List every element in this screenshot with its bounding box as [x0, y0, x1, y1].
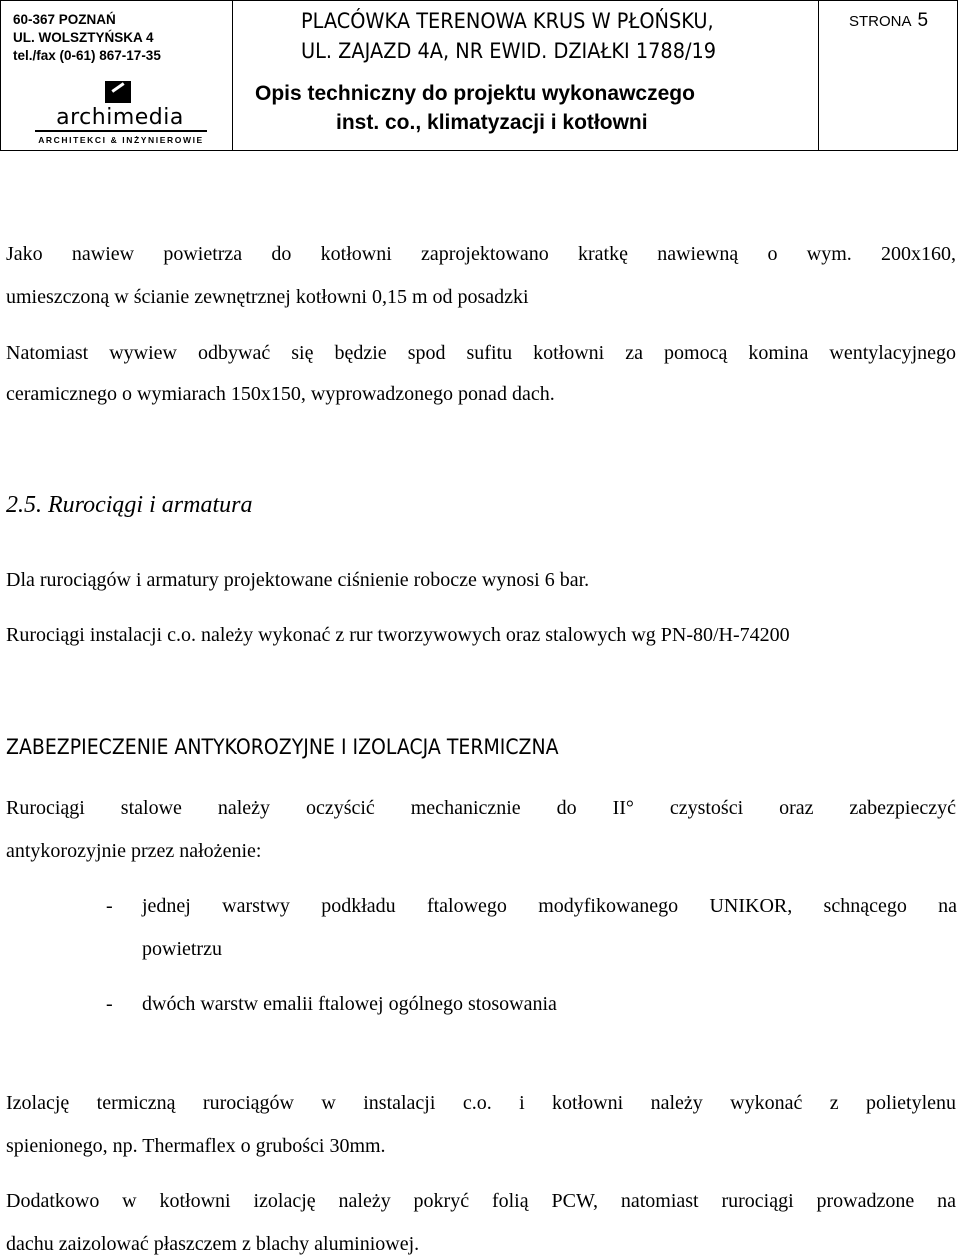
paragraph-7-line2: dachu zaizolować płaszczem z blachy aluminiowej.: [6, 1233, 420, 1255]
logo-divider: [35, 130, 207, 132]
document-header: [0, 0, 958, 151]
archimedia-logo-icon: [105, 81, 131, 103]
paragraph-2-line1: Natomiast wywiew odbywać się będzie spod sufitu kotłowni za pomocą komina wentylacyjnego: [6, 342, 956, 364]
paragraph-5-line1: Rurociągi stalowe należy oczyścić mechanicznie do II° czystości oraz zabezpieczyć: [6, 797, 956, 819]
page-number-cell: [819, 1, 957, 150]
project-title-line1: PLACÓWKA TERENOWA KRUS W PŁOŃSKU,: [301, 9, 714, 33]
logo-wordmark: archimedia: [56, 105, 184, 130]
paragraph-6-line1: Izolację termiczną rurociągów w instalacji c.o. i kotłowni należy wykonać z polietylenu: [6, 1092, 956, 1114]
paragraph-3: Dla rurociągów i armatury projektowane ciśnienie robocze wynosi 6 bar.: [6, 569, 590, 591]
bullet-1-line1: jednej warstwy podkładu ftalowego modyfikowanego UNIKOR, schnącego na: [142, 895, 957, 917]
paragraph-2-line2: ceramicznego o wymiarach 150x150, wyprowadzonego ponad dach.: [6, 383, 555, 405]
address-street: UL. WOLSZTYŃSKA 4: [13, 30, 154, 45]
page-indicator: [849, 10, 928, 32]
company-info-cell: [1, 1, 233, 150]
bullet-2: dwóch warstw emalii ftalowej ogólnego stosowania: [142, 993, 557, 1015]
paragraph-6-line2: spienionego, np. Thermaflex o grubości 30mm.: [6, 1135, 386, 1157]
bullet-marker-1: -: [106, 895, 113, 917]
paragraph-5-line2: antykorozyjnie przez nałożenie:: [6, 840, 262, 862]
project-title-line2: UL. ZAJAZD 4A, NR EWID. DZIAŁKI 1788/19: [301, 39, 717, 63]
project-title-cell: [233, 1, 819, 150]
paragraph-1-line1: Jako nawiew powietrza do kotłowni zaprojektowano kratkę nawiewną o wym. 200x160,: [6, 243, 956, 265]
section-heading: 2.5. Rurociągi i armatura: [6, 492, 253, 518]
paragraph-7-line1: Dodatkowo w kotłowni izolację należy pokryć folią PCW, natomiast rurociągi prowadzone na: [6, 1190, 956, 1212]
address-city: 60-367 POZNAŃ: [13, 12, 116, 27]
bullet-marker-2: -: [106, 993, 113, 1015]
page-number: 5: [917, 10, 929, 31]
document-subtitle-line2: inst. co., klimatyzacji i kotłowni: [336, 111, 648, 134]
address-phone: tel./fax (0-61) 867-17-35: [13, 48, 161, 63]
bullet-1-line2: powietrzu: [142, 938, 222, 960]
logo-tagline: ARCHITEKCI & INŻYNIEROWIE: [38, 135, 204, 145]
paragraph-1-line2: umieszczoną w ścianie zewnętrznej kotłowni 0,15 m od posadzki: [6, 286, 529, 308]
page-label: STRONA: [849, 13, 912, 30]
document-subtitle-line1: Opis techniczny do projektu wykonawczego: [255, 82, 695, 105]
paragraph-4: Rurociągi instalacji c.o. należy wykonać z rur tworzywowych oraz stalowych wg PN-80/H-74200: [6, 624, 790, 646]
subheading: ZABEZPIECZENIE ANTYKOROZYJNE I IZOLACJA TERMICZNA: [6, 735, 559, 759]
